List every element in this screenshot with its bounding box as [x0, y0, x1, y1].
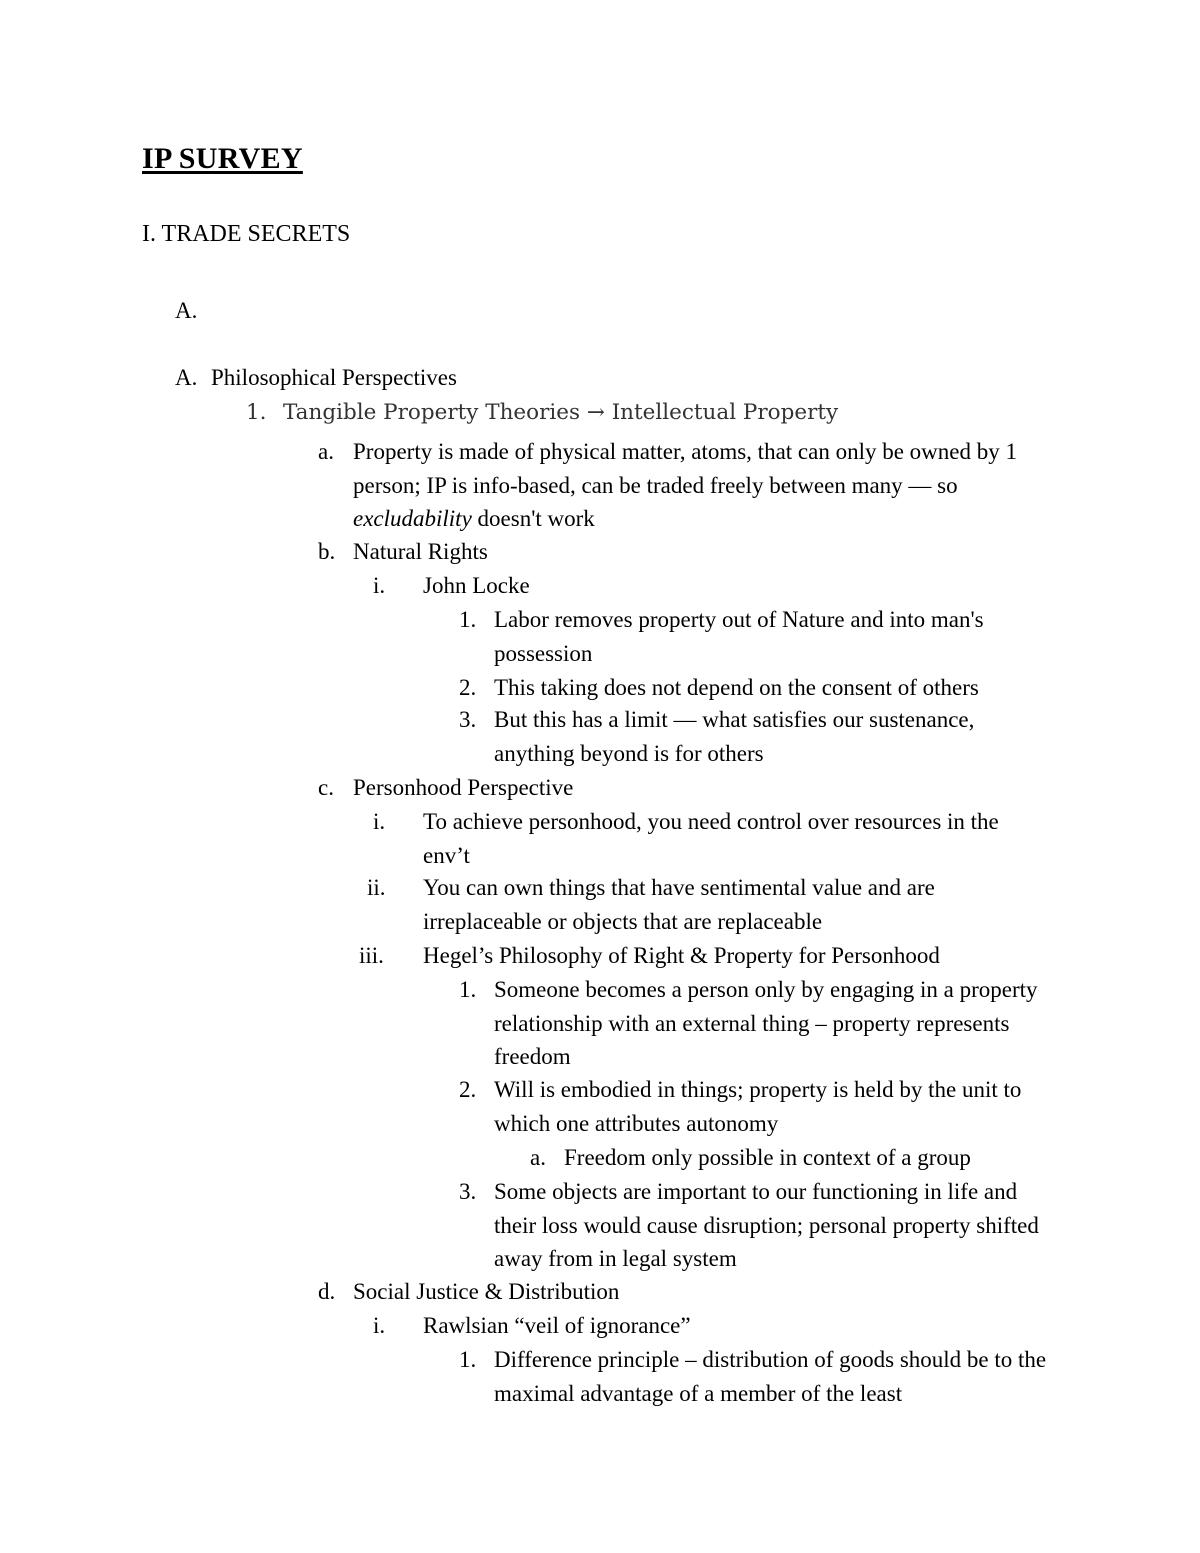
outline-item: [0, 1073, 1200, 1141]
outline-item: [0, 1275, 1200, 1309]
outline-item: [0, 569, 1200, 603]
outline-item: [0, 671, 1200, 705]
list-marker: a.: [530, 1145, 546, 1170]
list-marker: ii.: [367, 875, 386, 900]
outline-item: [0, 1309, 1200, 1343]
list-item-text: Social Justice & Distribution: [353, 1279, 620, 1304]
list-marker: 1.: [459, 977, 477, 1002]
list-marker: d.: [318, 1279, 336, 1304]
list-item-text: Rawlsian “veil of ignorance”: [423, 1313, 691, 1338]
document-title: IP SURVEY: [142, 142, 303, 175]
outline-item: [0, 1141, 1200, 1175]
list-marker: 2.: [459, 675, 477, 700]
list-marker: 3.: [459, 1179, 477, 1204]
list-item-text: Labor removes property out of Nature and into man's possession: [494, 607, 984, 666]
outline-item: [0, 703, 1200, 771]
list-marker: 3.: [459, 707, 477, 732]
list-item-text: To achieve personhood, you need control over resources in the env’t: [423, 809, 999, 868]
outline-item: [0, 1175, 1200, 1277]
list-item-text: Some objects are important to our functioning in life and their loss would cause disruption; personal property shifted away from in legal system: [494, 1179, 1039, 1272]
outline-item: [0, 294, 1200, 328]
outline-item: [0, 603, 1200, 671]
outline-item: [0, 805, 1200, 873]
list-marker: i.: [373, 1313, 386, 1338]
section-heading: I. TRADE SECRETS: [142, 221, 351, 247]
outline-item: [0, 973, 1200, 1075]
list-item-text: Natural Rights: [353, 539, 488, 564]
list-item-text: Will is embodied in things; property is held by the unit to which one attributes autonomy: [494, 1077, 1022, 1136]
outline-item: [0, 361, 1200, 395]
list-marker: i.: [373, 809, 386, 834]
list-item-text: Personhood Perspective: [353, 775, 574, 800]
text-run: doesn't work: [471, 506, 595, 532]
list-item-text: This taking does not depend on the consent of others: [494, 675, 979, 700]
text-run: Property is made of physical matter, atoms, that can only be owned by 1 person; IP is info-based, can be traded freely between many — so: [353, 439, 1018, 498]
list-marker: 1.: [459, 1347, 477, 1372]
list-item-text: Tangible Property Theories → Intellectual Property: [283, 400, 839, 425]
list-marker: 1.: [246, 400, 267, 425]
emphasized-term: excludability: [353, 506, 472, 532]
outline-item: [0, 939, 1200, 973]
list-item-text: Freedom only possible in context of a group: [564, 1145, 971, 1170]
list-marker: 2.: [459, 1077, 477, 1102]
list-item-text: John Locke: [423, 573, 530, 598]
list-item-text: Philosophical Perspectives: [211, 365, 457, 390]
outline-item: [0, 396, 1200, 430]
list-marker: c.: [318, 775, 334, 800]
list-item-text: Difference principle – distribution of goods should be to the maximal advantage of a member of the least: [494, 1347, 1047, 1406]
list-item-text: [353, 435, 1058, 536]
outline-item: [0, 1343, 1200, 1411]
outline-item: [0, 771, 1200, 805]
list-marker: A.: [175, 298, 198, 323]
outline-item: [0, 535, 1200, 569]
list-item-text: You can own things that have sentimental value and are irreplaceable or objects that are replaceable: [423, 875, 935, 934]
list-marker: iii.: [359, 943, 384, 968]
list-marker: a.: [318, 439, 334, 464]
list-marker: b.: [318, 539, 336, 564]
list-item-text: But this has a limit — what satisfies our sustenance, anything beyond is for others: [494, 707, 975, 766]
outline-item: [0, 871, 1200, 939]
list-marker: 1.: [459, 607, 477, 632]
list-marker: i.: [373, 573, 386, 598]
outline-item: [0, 435, 1200, 537]
list-marker: A.: [175, 365, 198, 390]
list-item-text: Someone becomes a person only by engaging in a property relationship with an external thing – property represents freedom: [494, 977, 1038, 1070]
list-item-text: Hegel’s Philosophy of Right & Property for Personhood: [423, 943, 940, 968]
